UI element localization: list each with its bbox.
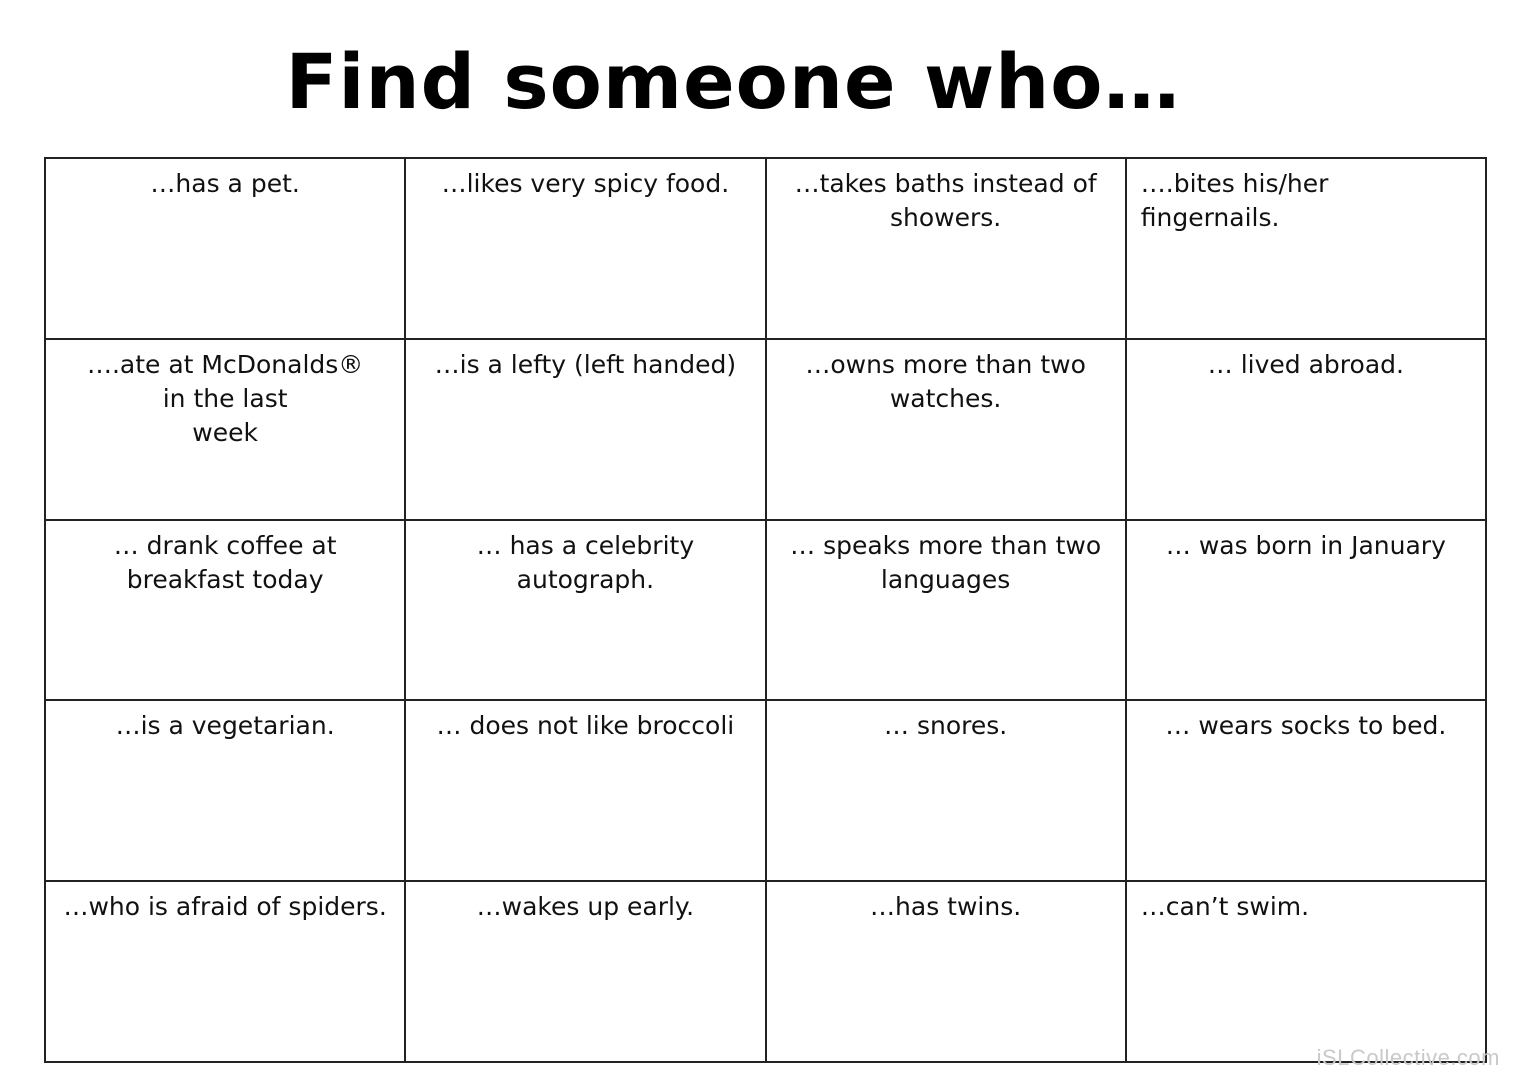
grid-cell: …is a vegetarian.: [46, 701, 406, 882]
grid-cell: … drank coffee at breakfast today: [46, 521, 406, 702]
grid-cell: …has a pet.: [46, 159, 406, 340]
grid-cell: … lived abroad.: [1127, 340, 1487, 521]
grid-cell: … has a celebrity autograph.: [406, 521, 766, 702]
grid-cell: … was born in January: [1127, 521, 1487, 702]
bingo-grid: [44, 157, 1487, 1063]
grid-cell: …owns more than two watches.: [767, 340, 1127, 521]
grid-cell: … speaks more than two languages: [767, 521, 1127, 702]
grid-cell: … snores.: [767, 701, 1127, 882]
grid-cell: …can’t swim.: [1127, 882, 1487, 1063]
grid-cell: …is a lefty (left handed): [406, 340, 766, 521]
grid-cell: …takes baths instead of showers.: [767, 159, 1127, 340]
page-title: Find someone who…: [285, 37, 1181, 126]
grid-cell: …has twins.: [767, 882, 1127, 1063]
grid-cell: … does not like broccoli: [406, 701, 766, 882]
grid-cell: ….bites his/her fingernails.: [1127, 159, 1487, 340]
grid-cell: …who is afraid of spiders.: [46, 882, 406, 1063]
grid-cell: ….ate at McDonalds® in the last week: [46, 340, 406, 521]
grid-cell: …wakes up early.: [406, 882, 766, 1063]
watermark: iSLCollective.com: [1316, 1045, 1500, 1070]
grid-cell: …likes very spicy food.: [406, 159, 766, 340]
grid-cell: … wears socks to bed.: [1127, 701, 1487, 882]
